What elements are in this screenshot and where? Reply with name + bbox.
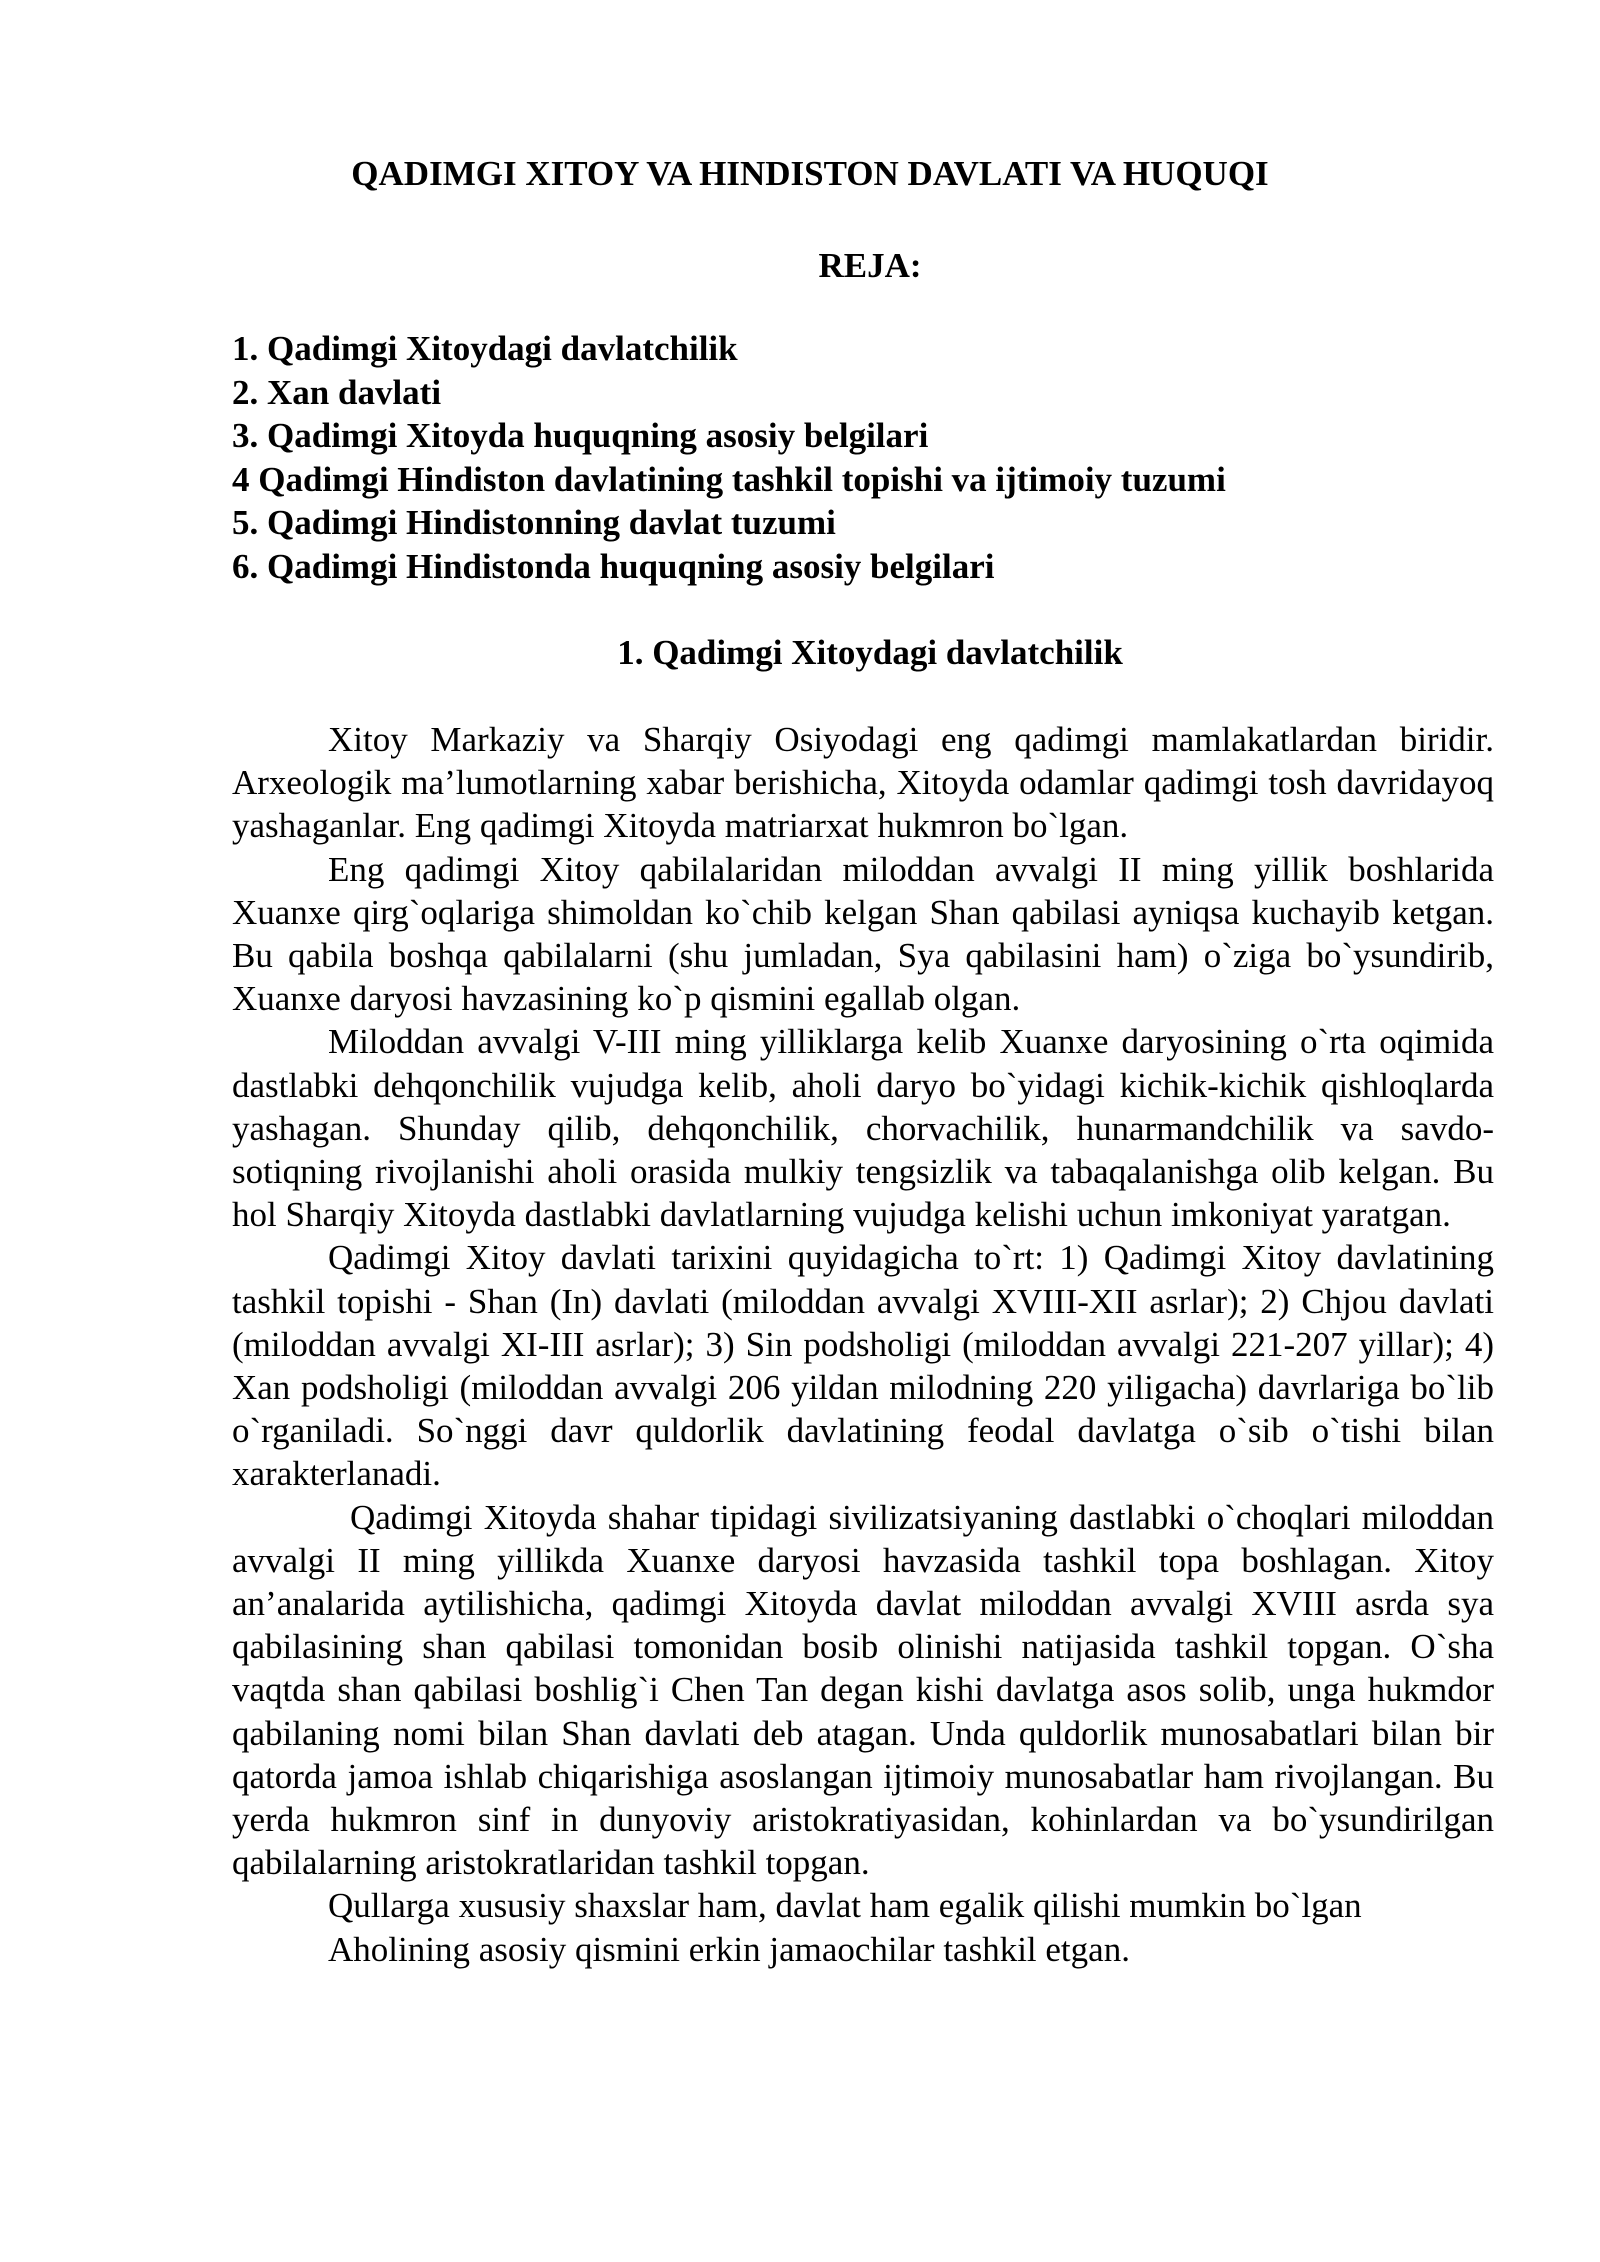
body-paragraph: Eng qadimgi Xitoy qabilalaridan miloddan avvalgi II ming yillik boshlarida Xuanxe qirg`oqlariga shimoldan ko`chib kelgan Shan qabilasi ayniqsa kuchayib ketgan. Bu qabila boshqa qabilalarni (shu jumladan, Sya qabilasini ham) o`ziga bo`ysundirib, Xuanxe daryosi havzasining ko`p qismini egallab olgan. (232, 849, 1494, 1019)
body-text (232, 718, 1494, 1971)
plan-item: 1. Qadimgi Xitoydagi davlatchilik (232, 329, 738, 368)
body-paragraph: Qadimgi Xitoyda shahar tipidagi sivilizatsiyaning dastlabki o`choqlari miloddan avvalgi II ming yillikda Xuanxe daryosi havzasida tashkil topa boshlagan. Xitoy an’analarida aytilishicha, qadimgi Xitoyda davlat miloddan avvalgi XVIII asrda sya qabilasining shan qabilasi tomonidan bosib olinishi natijasida tashkil topgan. O`sha vaqtda shan qabilasi boshlig`i Chen Tan degan kishi davlatga asos solib, unga hukmdor qabilaning nomi bilan Shan davlati deb atagan. Unda quldorlik munosabatlari bilan bir qatorda jamoa ishlab chiqarishiga asoslangan ijtimoiy munosabatlar ham rivojlangan. Bu yerda hukmron sinf in dunyoviy aristokratiyasidan, kohinlardan va bo`ysundirilgan qabilalarning aristokratlaridan tashkil topgan. (232, 1497, 1494, 1883)
document-title: QADIMGI XITOY VA HINDISTON DAVLATI VA HUQUQI (351, 154, 1269, 193)
plan-item: 4 Qadimgi Hindiston davlatining tashkil topishi va ijtimoiy tuzumi (232, 459, 1226, 499)
body-paragraph: Qadimgi Xitoy davlati tarixini quyidagicha to`rt: 1) Qadimgi Xitoy davlatining tashkil topishi - Shan (In) davlati (miloddan avvalgi XVIII-XII asrlar); 2) Chjou davlati (miloddan avvalgi XI-III asrlar); 3) Sin podsholigi (miloddan avvalgi 221-207 yillar); 4) Xan podsholigi (miloddan avvalgi 206 yildan milodning 220 yiligacha) davrlariga bo`lib o`rganiladi. So`nggi davr quldorlik davlatining feodal davlatga o`sib o`tishi bilan xarakterlanadi. (232, 1238, 1494, 1494)
plan-item: 5. Qadimgi Hindistonning davlat tuzumi (232, 503, 836, 542)
plan-heading: REJA: (818, 246, 922, 285)
body-paragraph: Miloddan avvalgi V-III ming yilliklarga kelib Xuanxe daryosining o`rta oqimida dastlabki dehqonchilik vujudga kelib, aholi daryo bo`yidagi kichik-kichik qishloqlarda yashagan. Shunday qilib, dehqonchilik, chorvachilik, hunarmandchilik va savdo-sotiqning rivojlanishi aholi orasida mulkiy tengsizlik va tabaqalanishga olib kelgan. Bu hol Sharqiy Xitoyda dastlabki davlatlarning vujudga kelishi uchun imkoniyat yaratgan. (232, 1022, 1494, 1235)
body-paragraph: Qullarga xususiy shaxslar ham, davlat ham egalik qilishi mumkin bo`lgan (328, 1886, 1362, 1926)
plan-list (232, 327, 1492, 588)
body-paragraph: Aholining asosiy qismini erkin jamaochilar tashkil etgan. (328, 1929, 1130, 1969)
section-heading: 1. Qadimgi Xitoydagi davlatchilik (617, 633, 1123, 672)
plan-item: 3. Qadimgi Xitoyda huquqning asosiy belgilari (232, 416, 929, 455)
plan-item: 6. Qadimgi Hindistonda huquqning asosiy belgilari (232, 546, 995, 586)
body-paragraph: Xitoy Markaziy va Sharqiy Osiyodagi eng qadimgi mamlakatlardan biridir. Arxeologik ma’lumotlarning xabar berishicha, Xitoyda odamlar qadimgi tosh davridayoq yashaganlar. Eng qadimgi Xitoyda matriarxat hukmron bo`lgan. (232, 720, 1494, 846)
plan-item: 2. Xan davlati (232, 372, 442, 412)
